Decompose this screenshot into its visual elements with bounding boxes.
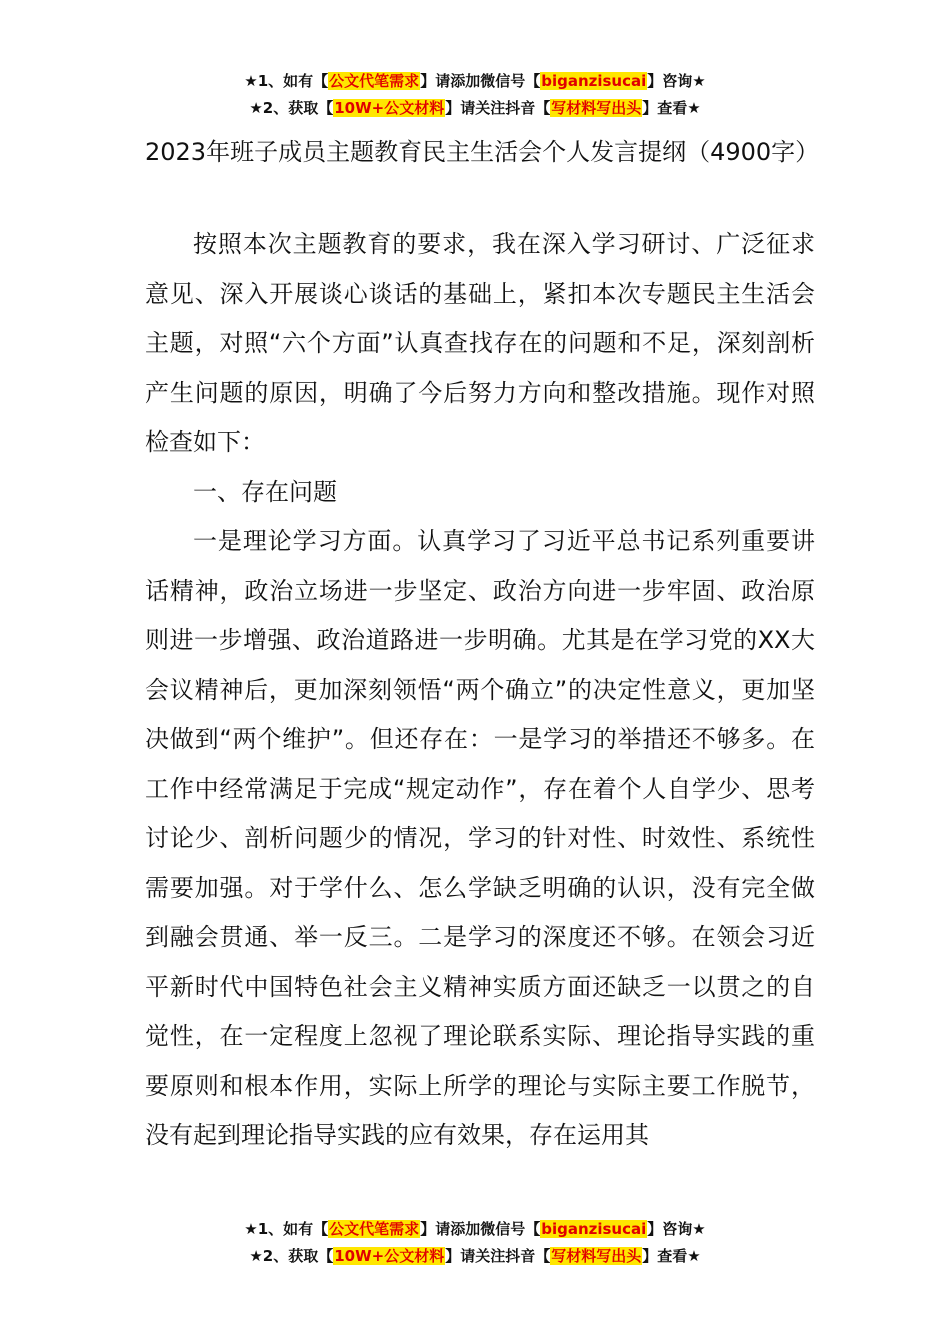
- highlight-douyin-account: 写材料写出头: [551, 1247, 642, 1265]
- banner-text: 】请添加微信号【: [420, 1220, 541, 1238]
- document-body: [145, 220, 815, 1161]
- banner-line-1: [0, 68, 950, 95]
- highlight-materials: 10W+公文材料: [334, 99, 445, 117]
- banner-text: 】查看★: [642, 1247, 701, 1265]
- banner-text: 】请关注抖音【: [445, 99, 551, 117]
- header-banner: [0, 68, 950, 122]
- banner-text: ★2、获取【: [249, 99, 334, 117]
- paragraph-theory-study: 一是理论学习方面。认真学习了习近平总书记系列重要讲话精神，政治立场进一步坚定、政治方向进一步牢固、政治原则进一步增强、政治道路进一步明确。尤其是在学习党的XX大会议精神后，更加深刻领悟“两个确立”的决定性意义，更加坚决做到“两个维护”。但还存在：一是学习的举措还不够多。在工作中经常满足于完成“规定动作”，存在着个人自学少、思考讨论少、剖析问题少的情况，学习的针对性、时效性、系统性需要加强。对于学什么、怎么学缺乏明确的认识，没有完全做到融会贯通、举一反三。二是学习的深度还不够。在领会习近平新时代中国特色社会主义精神实质方面还缺乏一以贯之的自觉性，在一定程度上忽视了理论联系实际、理论指导实践的重要原则和根本作用，实际上所学的理论与实际主要工作脱节，没有起到理论指导实践的应有效果，存在运用其: [145, 527, 815, 1149]
- footer-banner: [0, 1216, 950, 1270]
- highlight-wechat-id: biganzisucai: [541, 72, 647, 90]
- banner-text: 】请关注抖音【: [445, 1247, 551, 1265]
- document-title: 2023年班子成员主题教育民主生活会个人发言提纲（4900字）: [145, 138, 820, 166]
- banner-text: ★1、如有【: [244, 72, 329, 90]
- banner-text: 】咨询★: [647, 1220, 706, 1238]
- paragraph-intro: 按照本次主题教育的要求，我在深入学习研讨、广泛征求意见、深入开展谈心谈话的基础上，紧扣本次专题民主生活会主题，对照“六个方面”认真查找存在的问题和不足，深刻剖析产生问题的原因，明确了今后努力方向和整改措施。现作对照检查如下：: [145, 230, 815, 456]
- banner-line-2: [0, 95, 950, 122]
- banner-line-1: [0, 1216, 950, 1243]
- highlight-douyin-account: 写材料写出头: [551, 99, 642, 117]
- banner-text: 】咨询★: [647, 72, 706, 90]
- banner-text: ★1、如有【: [244, 1220, 329, 1238]
- banner-text: 】查看★: [642, 99, 701, 117]
- banner-text: ★2、获取【: [249, 1247, 334, 1265]
- highlight-service: 公文代笔需求: [329, 1220, 420, 1238]
- banner-text: 】请添加微信号【: [420, 72, 541, 90]
- banner-line-2: [0, 1243, 950, 1270]
- highlight-wechat-id: biganzisucai: [541, 1220, 647, 1238]
- highlight-materials: 10W+公文材料: [334, 1247, 445, 1265]
- section-heading: 一、存在问题: [193, 477, 337, 506]
- highlight-service: 公文代笔需求: [329, 72, 420, 90]
